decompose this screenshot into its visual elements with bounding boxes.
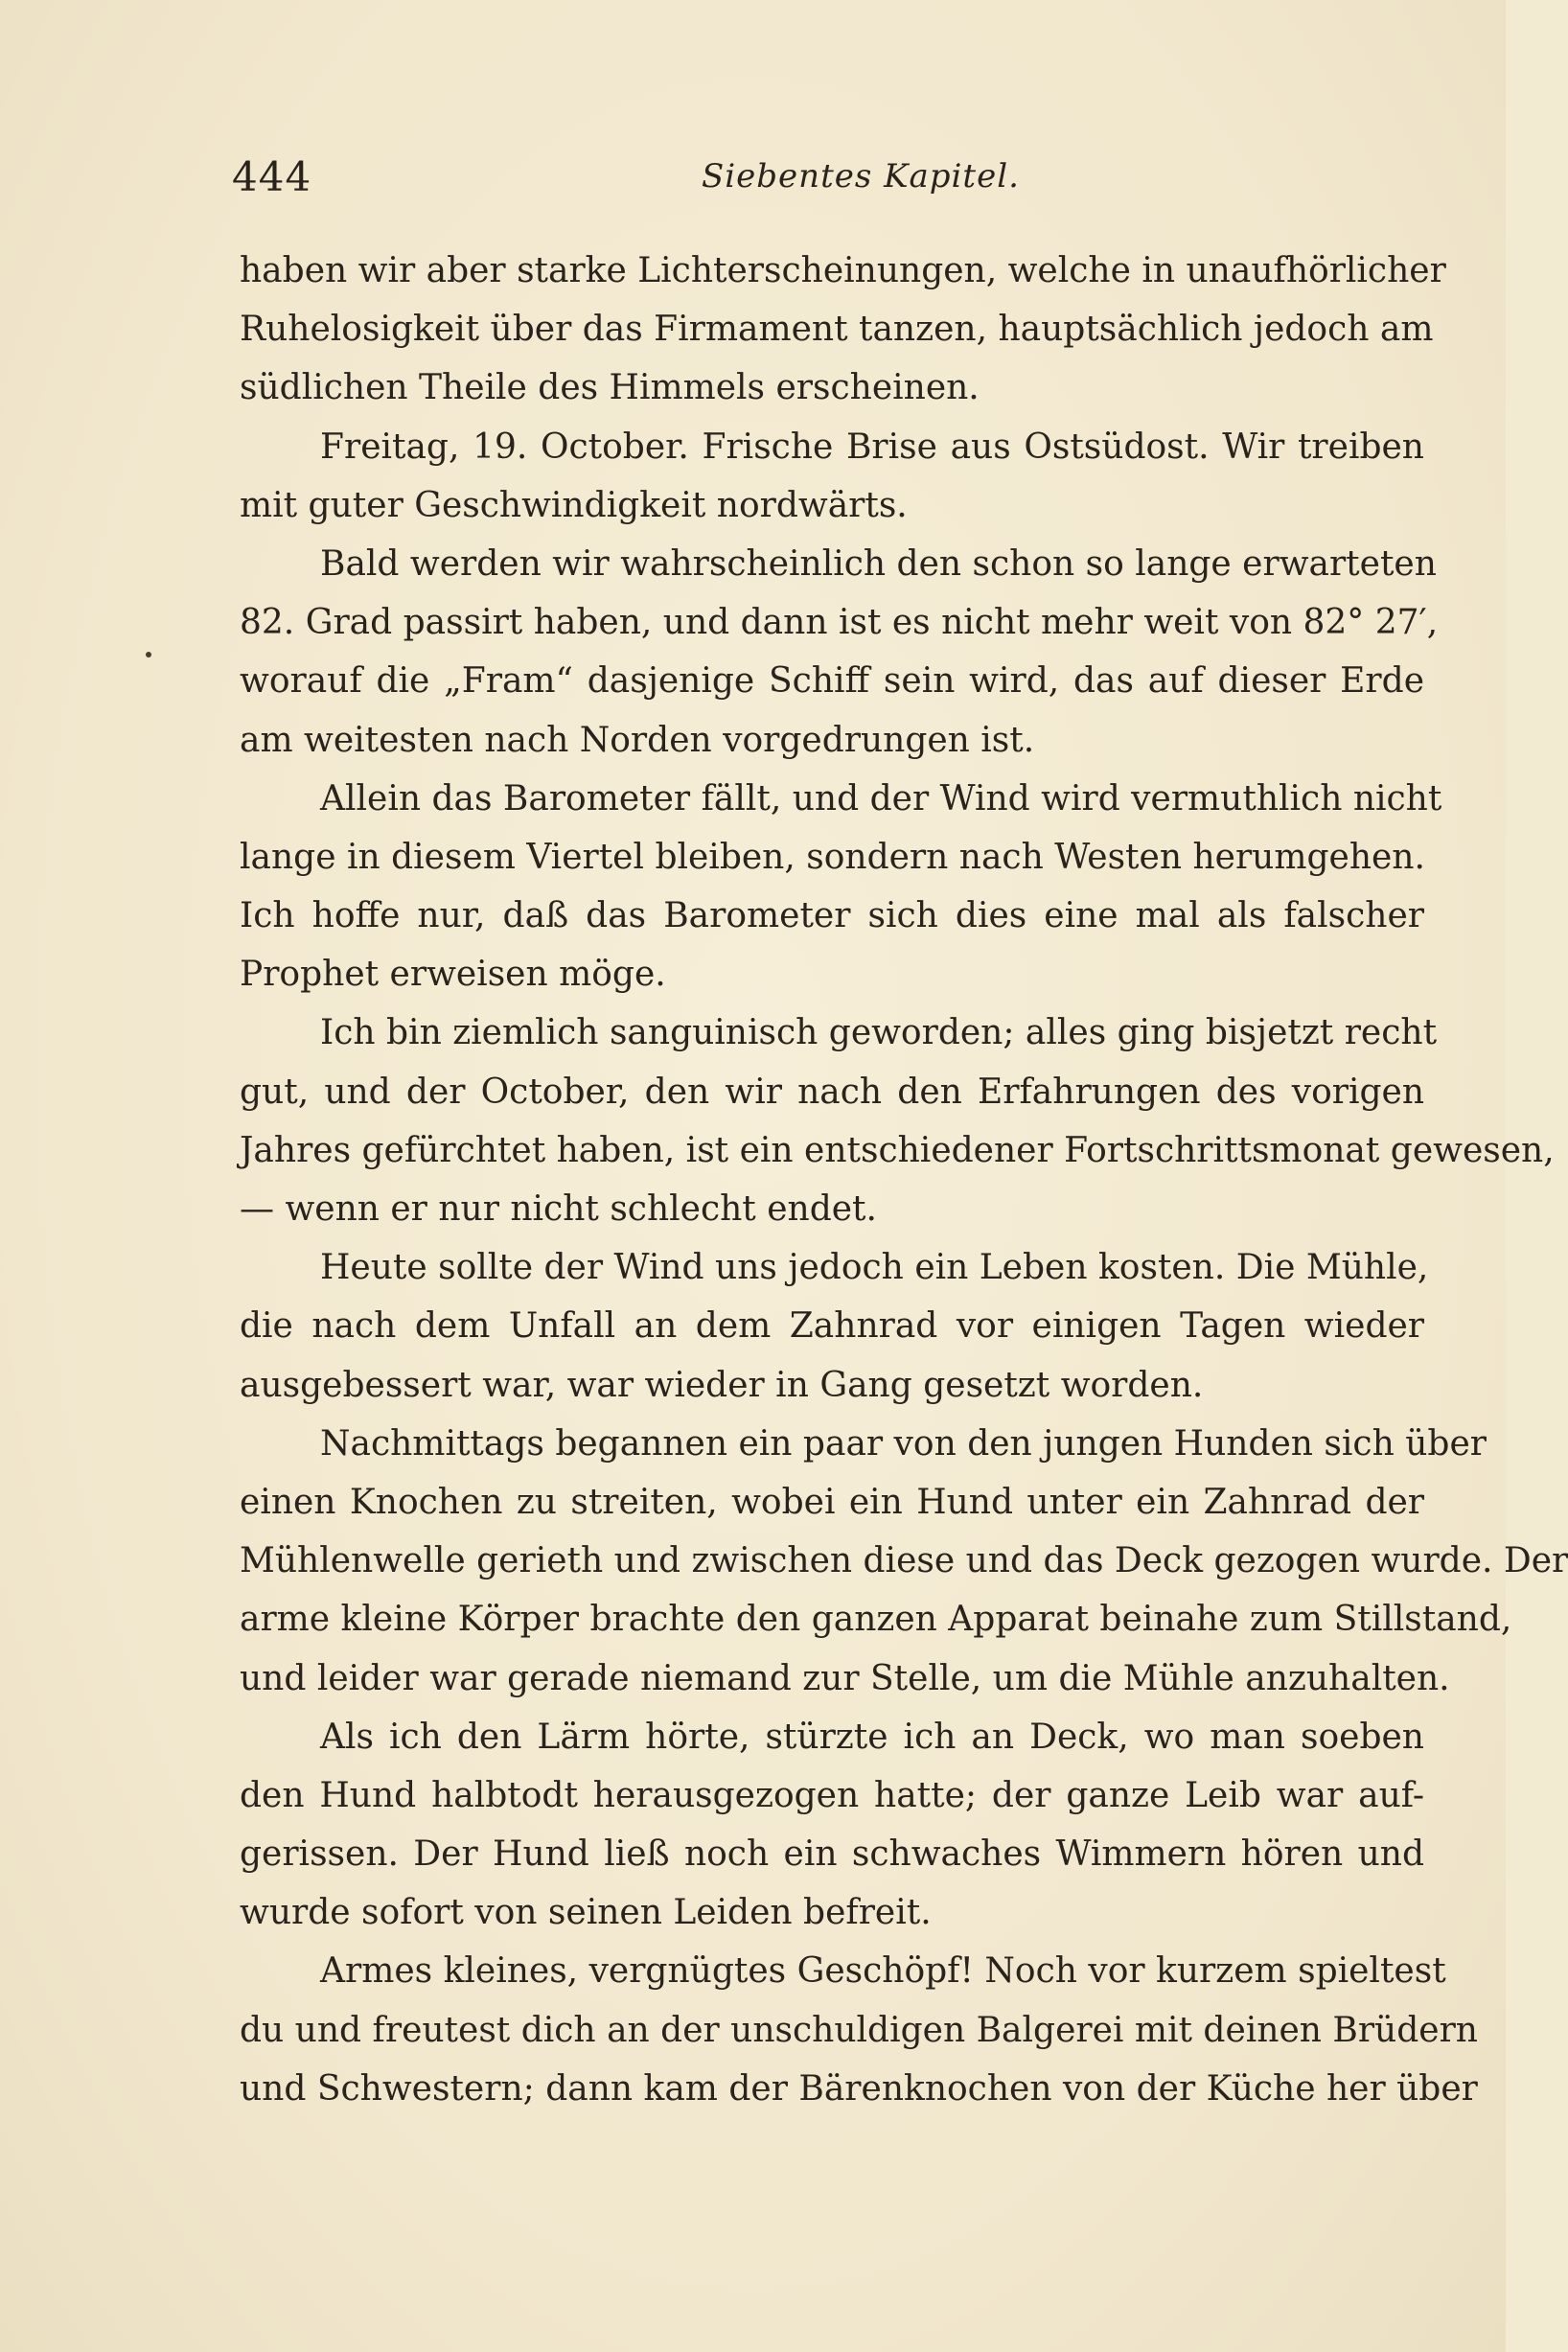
text-line: gerissen. Der Hund ließ noch ein schwaches Wimmern hören und [240,1834,1424,1875]
text-line: arme kleine Körper brachte den ganzen Apparat beinahe zum Stillstand, [240,1600,1512,1640]
text-line: südlichen Theile des Himmels erscheinen. [240,368,980,408]
text-line: Prophet erweisen möge. [240,955,666,995]
margin-dot [146,652,151,657]
text-line: Mühlenwelle gerieth und zwischen diese und das Deck gezogen wurde. Der [240,1541,1568,1581]
text-line: 82. Grad passirt haben, und dann ist es nicht mehr weit von 82° 27′, [240,603,1439,643]
text-line: Heute sollte der Wind uns jedoch ein Leben kosten. Die Mühle, [320,1248,1429,1288]
text-line: einen Knochen zu streiten, wobei ein Hund unter ein Zahnrad der [240,1482,1424,1522]
text-line: den Hund halbtodt herausgezogen hatte; der ganze Leib war auf- [240,1775,1424,1815]
text-line: ausgebessert war, war wieder in Gang gesetzt worden. [240,1365,1204,1405]
text-line: mit guter Geschwindigkeit nordwärts. [240,485,908,525]
page-number: 444 [232,153,312,200]
text-line: Ich hoffe nur, daß das Barometer sich dies eine mal als falscher [240,896,1424,936]
text-line: worauf die „Fram“ dasjenige Schiff sein wird, das auf dieser Erde [240,661,1424,702]
text-line: Bald werden wir wahrscheinlich den schon so lange erwarteten [320,543,1437,584]
text-line: Ruhelosigkeit über das Firmament tanzen, hauptsächlich jedoch am [240,310,1434,350]
text-line: du und freutest dich an der unschuldigen Balgerei mit deinen Brüdern [240,2010,1478,2050]
running-head: Siebentes Kapitel. [702,157,1020,196]
text-line: Als ich den Lärm hörte, stürzte ich an Deck, wo man soeben [320,1717,1424,1757]
text-line: haben wir aber starke Lichterscheinungen, welche in unaufhörlicher [240,251,1446,290]
text-line: wurde sofort von seinen Leiden befreit. [240,1893,932,1933]
text-line: und Schwestern; dann kam der Bärenknochen von der Küche her über [240,2068,1478,2109]
text-line: Armes kleines, vergnügtes Geschöpf! Noch vor kurzem spieltest [320,1951,1446,1992]
text-line: gut, und der October, den wir nach den Erfahrungen des vorigen [240,1072,1424,1112]
text-line: am weitesten nach Norden vorgedrungen ist. [240,720,1035,760]
text-line: die nach dem Unfall an dem Zahnrad vor einigen Tagen wieder [240,1306,1424,1347]
text-line: Allein das Barometer fällt, und der Wind wird vermuthlich nicht [320,778,1442,819]
body-text [240,242,1568,2118]
text-line: Nachmittags begannen ein paar von den jungen Hunden sich über [320,1423,1487,1464]
text-line: Freitag, 19. October. Frische Brise aus Ostsüdost. Wir treiben [320,427,1424,467]
text-line: Ich bin ziemlich sanguinisch geworden; alles ging bisjetzt recht [320,1013,1438,1053]
text-line: Jahres gefürchtet haben, ist ein entschiedener Fortschrittsmonat gewesen, [240,1130,1555,1170]
text-line: und leider war gerade niemand zur Stelle, um die Mühle anzuhalten. [240,1658,1450,1698]
text-line: lange in diesem Viertel bleiben, sondern nach Westen herumgehen. [240,837,1425,877]
text-line: — wenn er nur nicht schlecht endet. [240,1189,877,1229]
page-header [232,153,1420,211]
